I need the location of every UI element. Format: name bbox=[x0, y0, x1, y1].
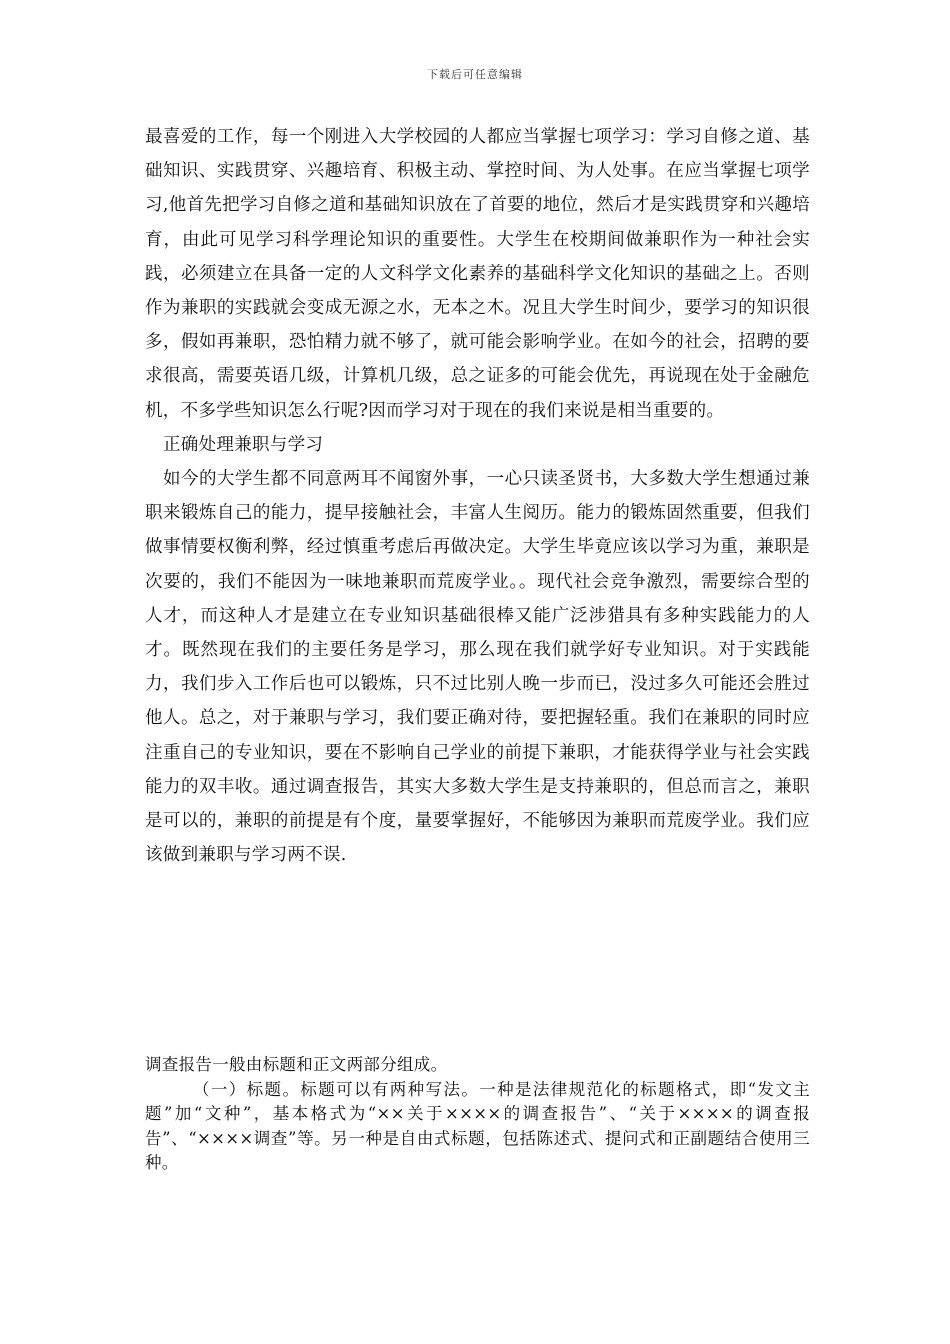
page-header: 下载后可任意编辑 bbox=[427, 68, 523, 81]
section-heading: 正确处理兼职与学习 bbox=[163, 434, 324, 455]
paragraph-study-importance: 最喜爱的工作，每一个刚进入大学校园的人都应当掌握七项学习：学习自修之道、基础知识、实践贯穿、兴趣培育、积极主动、掌控时间、为人处事。在应当掌握七项学习,他首先把学习自修之道和基础知识放在了首要的地位，然后才是实践贯穿和兴趣培育，由此可见学习科学理论知识的重要性。大学生在校期间做兼职作为一种社会实践，必须建立在具备一定的人文科学文化素养的基础科学文化知识的基础之上。否则作为兼职的实践就会变成无源之水，无本之木。况且大学生时间少，要学习的知识很多，假如再兼职，恐怕精力就不够了，就可能会影响学业。在如今的社会，招聘的要求很高，需要英语几级，计算机几级，总之证多的可能会优先，再说现在处于金融危机，不多学些知识怎么行呢?因而学习对于现在的我们来说是相当重要的。 bbox=[145, 127, 810, 421]
appendix-intro: 调查报告一般由标题和正文两部分组成。 bbox=[145, 1055, 448, 1074]
appendix-title-rules: （一）标题。标题可以有两种写法。一种是法律规范化的标题格式，即“发文主题”加“文种”，基本格式为“××关于××××的调查报告”、“关于××××的调查报告”、“××××调查”等。另一种是自由式标题，包括陈述式、提问式和正副题结合使用三种。 bbox=[145, 1079, 810, 1172]
appendix-section bbox=[145, 1053, 810, 1176]
paragraph-balance: 如今的大学生都不同意两耳不闻窗外事，一心只读圣贤书，大多数大学生想通过兼职来锻炼自己的能力，提早接触社会，丰富人生阅历。能力的锻炼固然重要，但我们做事情要权衡利弊，经过慎重考虑后再做决定。大学生毕竟应该以学习为重，兼职是次要的，我们不能因为一味地兼职而荒废学业。。现代社会竞争激烈，需要综合型的人才，而这种人才是建立在专业知识基础很棒又能广泛涉猎具有多种实践能力的人才。既然现在我们的主要任务是学习，那么现在我们就学好专业知识。对于实践能力，我们步入工作后也可以锻炼，只不过比别人晚一步而已，没过多久可能还会胜过他人。总之，对于兼职与学习，我们要正确对待，要把握轻重。我们在兼职的同时应注重自己的专业知识，要在不影响自己学业的前提下兼职，才能获得学业与社会实践能力的双丰收。通过调查报告，其实大多数大学生是支持兼职的，但总而言之，兼职是可以的，兼职的前提是有个度，量要掌握好，不能够因为兼职而荒废学业。我们应该做到兼职与学习两不误. bbox=[145, 469, 810, 866]
main-content bbox=[145, 120, 810, 872]
